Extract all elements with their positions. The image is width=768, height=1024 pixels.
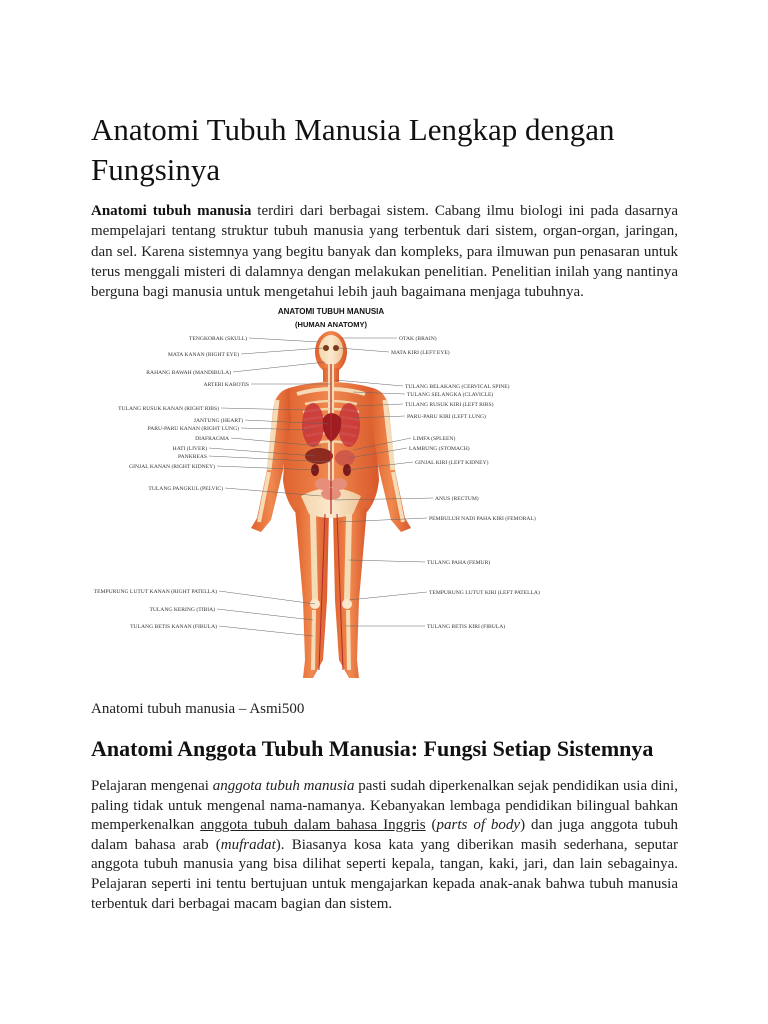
label-left-ribs: TULANG RUSUK KIRI (LEFT RIBS) (405, 402, 494, 408)
body-italic-3: mufradat (220, 836, 276, 853)
body-paragraph (91, 777, 678, 914)
label-right-kidney: GINJAL KANAN (RIGHT KIDNEY) (129, 464, 215, 470)
label-skull: TENGKORAK (SKULL) (189, 336, 247, 342)
label-right-patella: TEMPURUNG LUTUT KANAN (RIGHT PATELLA) (93, 589, 217, 595)
label-pelvis: TULANG PANGKUL (PELVIC) (148, 486, 223, 492)
label-right-fibula: TULANG BETIS KANAN (FIBULA) (130, 624, 217, 630)
anatomy-figure (91, 300, 678, 685)
label-stomach: LAMBUNG (STOMACH) (409, 446, 470, 452)
label-rectum: ANUS (RECTUM) (435, 496, 479, 502)
article-title: Anatomi Tubuh Manusia Lengkap dengan Fungsinya (91, 112, 615, 187)
label-clavicle: TULANG SELANGKA (CLAVICLE) (407, 392, 494, 398)
body-text-4: ) dan juga anggota tubuh dalam bahasa arab ( (91, 817, 678, 853)
label-right-eye: MATA KANAN (RIGHT EYE) (167, 352, 239, 358)
label-femur: TULANG PAHA (FEMUR) (427, 560, 491, 566)
label-heart: JANTUNG (HEART) (193, 418, 243, 424)
label-diaphragm: DIAFRAGMA (195, 436, 229, 442)
label-left-eye: MATA KIRI (LEFT EYE) (391, 350, 450, 356)
labels-left-text (94, 335, 249, 630)
anatomy-diagram (91, 300, 678, 685)
label-left-kidney: GINJAL KIRI (LEFT KIDNEY) (415, 460, 489, 466)
body-text-3: ( (425, 817, 437, 834)
intro-bold-lead: Anatomi tubuh manusia (91, 203, 252, 219)
labels-right-text (391, 335, 540, 630)
english-body-parts-link[interactable]: anggota tubuh dalam bahasa Inggris (200, 817, 426, 834)
label-cervical-spine: TULANG BELAKANG (CERVICAL SPINE) (405, 384, 510, 390)
label-femoral-artery: PEMBULUH NADI PAHA KIRI (FEMORAL) (429, 516, 536, 522)
section-heading: Anatomi Anggota Tubuh Manusia: Fungsi Setiap Sistemnya (91, 736, 654, 761)
label-liver: HATI (LIVER) (172, 446, 207, 452)
intro-text: terdiri dari berbagai sistem. Cabang ilmu biologi ini pada dasarnya mempelajari tentang struktur tubuh manusia yang terbentuk dari sistem, organ-organ, jaringan, dan sel. Karena sistemnya yang begitu banyak dan kompleks, para ilmuwan pun penasaran untuk terus menggali misteri di dalamnya dengan melakukan penelitian. Penelitian inilah yang nantinya berguna bagi manusia untuk mengetahui lebih jauh bagaimana menjaga tubuhnya. (91, 203, 678, 301)
body-italic-1: anggota tubuh manusia (212, 778, 355, 794)
body-text-2: pasti sudah diperkenalkan sejak pendidikan usia dini, paling tidak untuk mengenal nama-namanya. Kebanyakan lembaga pendidikan bilingual bahkan memperkenalkan (91, 778, 678, 834)
body-text-1: Pelajaran mengenai (91, 778, 213, 794)
label-pancreas: PANKREAS (177, 454, 207, 460)
label-right-lung: PARU-PARU KANAN (RIGHT LUNG) (147, 426, 239, 432)
label-left-lung: PARU-PARU KIRI (LEFT LUNG) (407, 414, 486, 420)
label-brain: OTAK (BRAIN) (399, 336, 437, 342)
body-text-5: ). Biasanya kosa kata yang diberikan masih sederhana, seputar anggota tubuh manusia yang bisa dilihat seperti kepala, tangan, kaki, jari, dan lain sebagainya. Pelajaran seperti ini tentu bertujuan untuk mengajarkan kepada anak-anak bahwa tubuh manusia terbentuk dari berbagai macam bagian dan sistem. (91, 836, 678, 912)
label-right-ribs: TULANG RUSUK KANAN (RIGHT RIBS) (118, 406, 219, 412)
label-carotid-artery: ARTERI KAROTIS (203, 382, 249, 388)
figure-title: ANATOMI TUBUH MANUSIA (277, 307, 385, 316)
label-left-fibula: TULANG BETIS KIRI (FIBULA) (427, 624, 506, 630)
label-mandible: RAHANG BAWAH (MANDIBULA) (146, 370, 231, 376)
figure-caption: Anatomi tubuh manusia – Asmi500 (91, 701, 305, 717)
label-spleen: LIMFA (SPLEEN) (413, 436, 456, 442)
figure-subtitle: (HUMAN ANATOMY) (295, 320, 367, 329)
body-italic-2: parts of body (436, 817, 521, 834)
intro-paragraph (91, 201, 678, 302)
label-left-patella: TEMPURUNG LUTUT KIRI (LEFT PATELLA) (429, 590, 540, 596)
label-tibia: TULANG KERING (TIBIA) (149, 607, 215, 613)
